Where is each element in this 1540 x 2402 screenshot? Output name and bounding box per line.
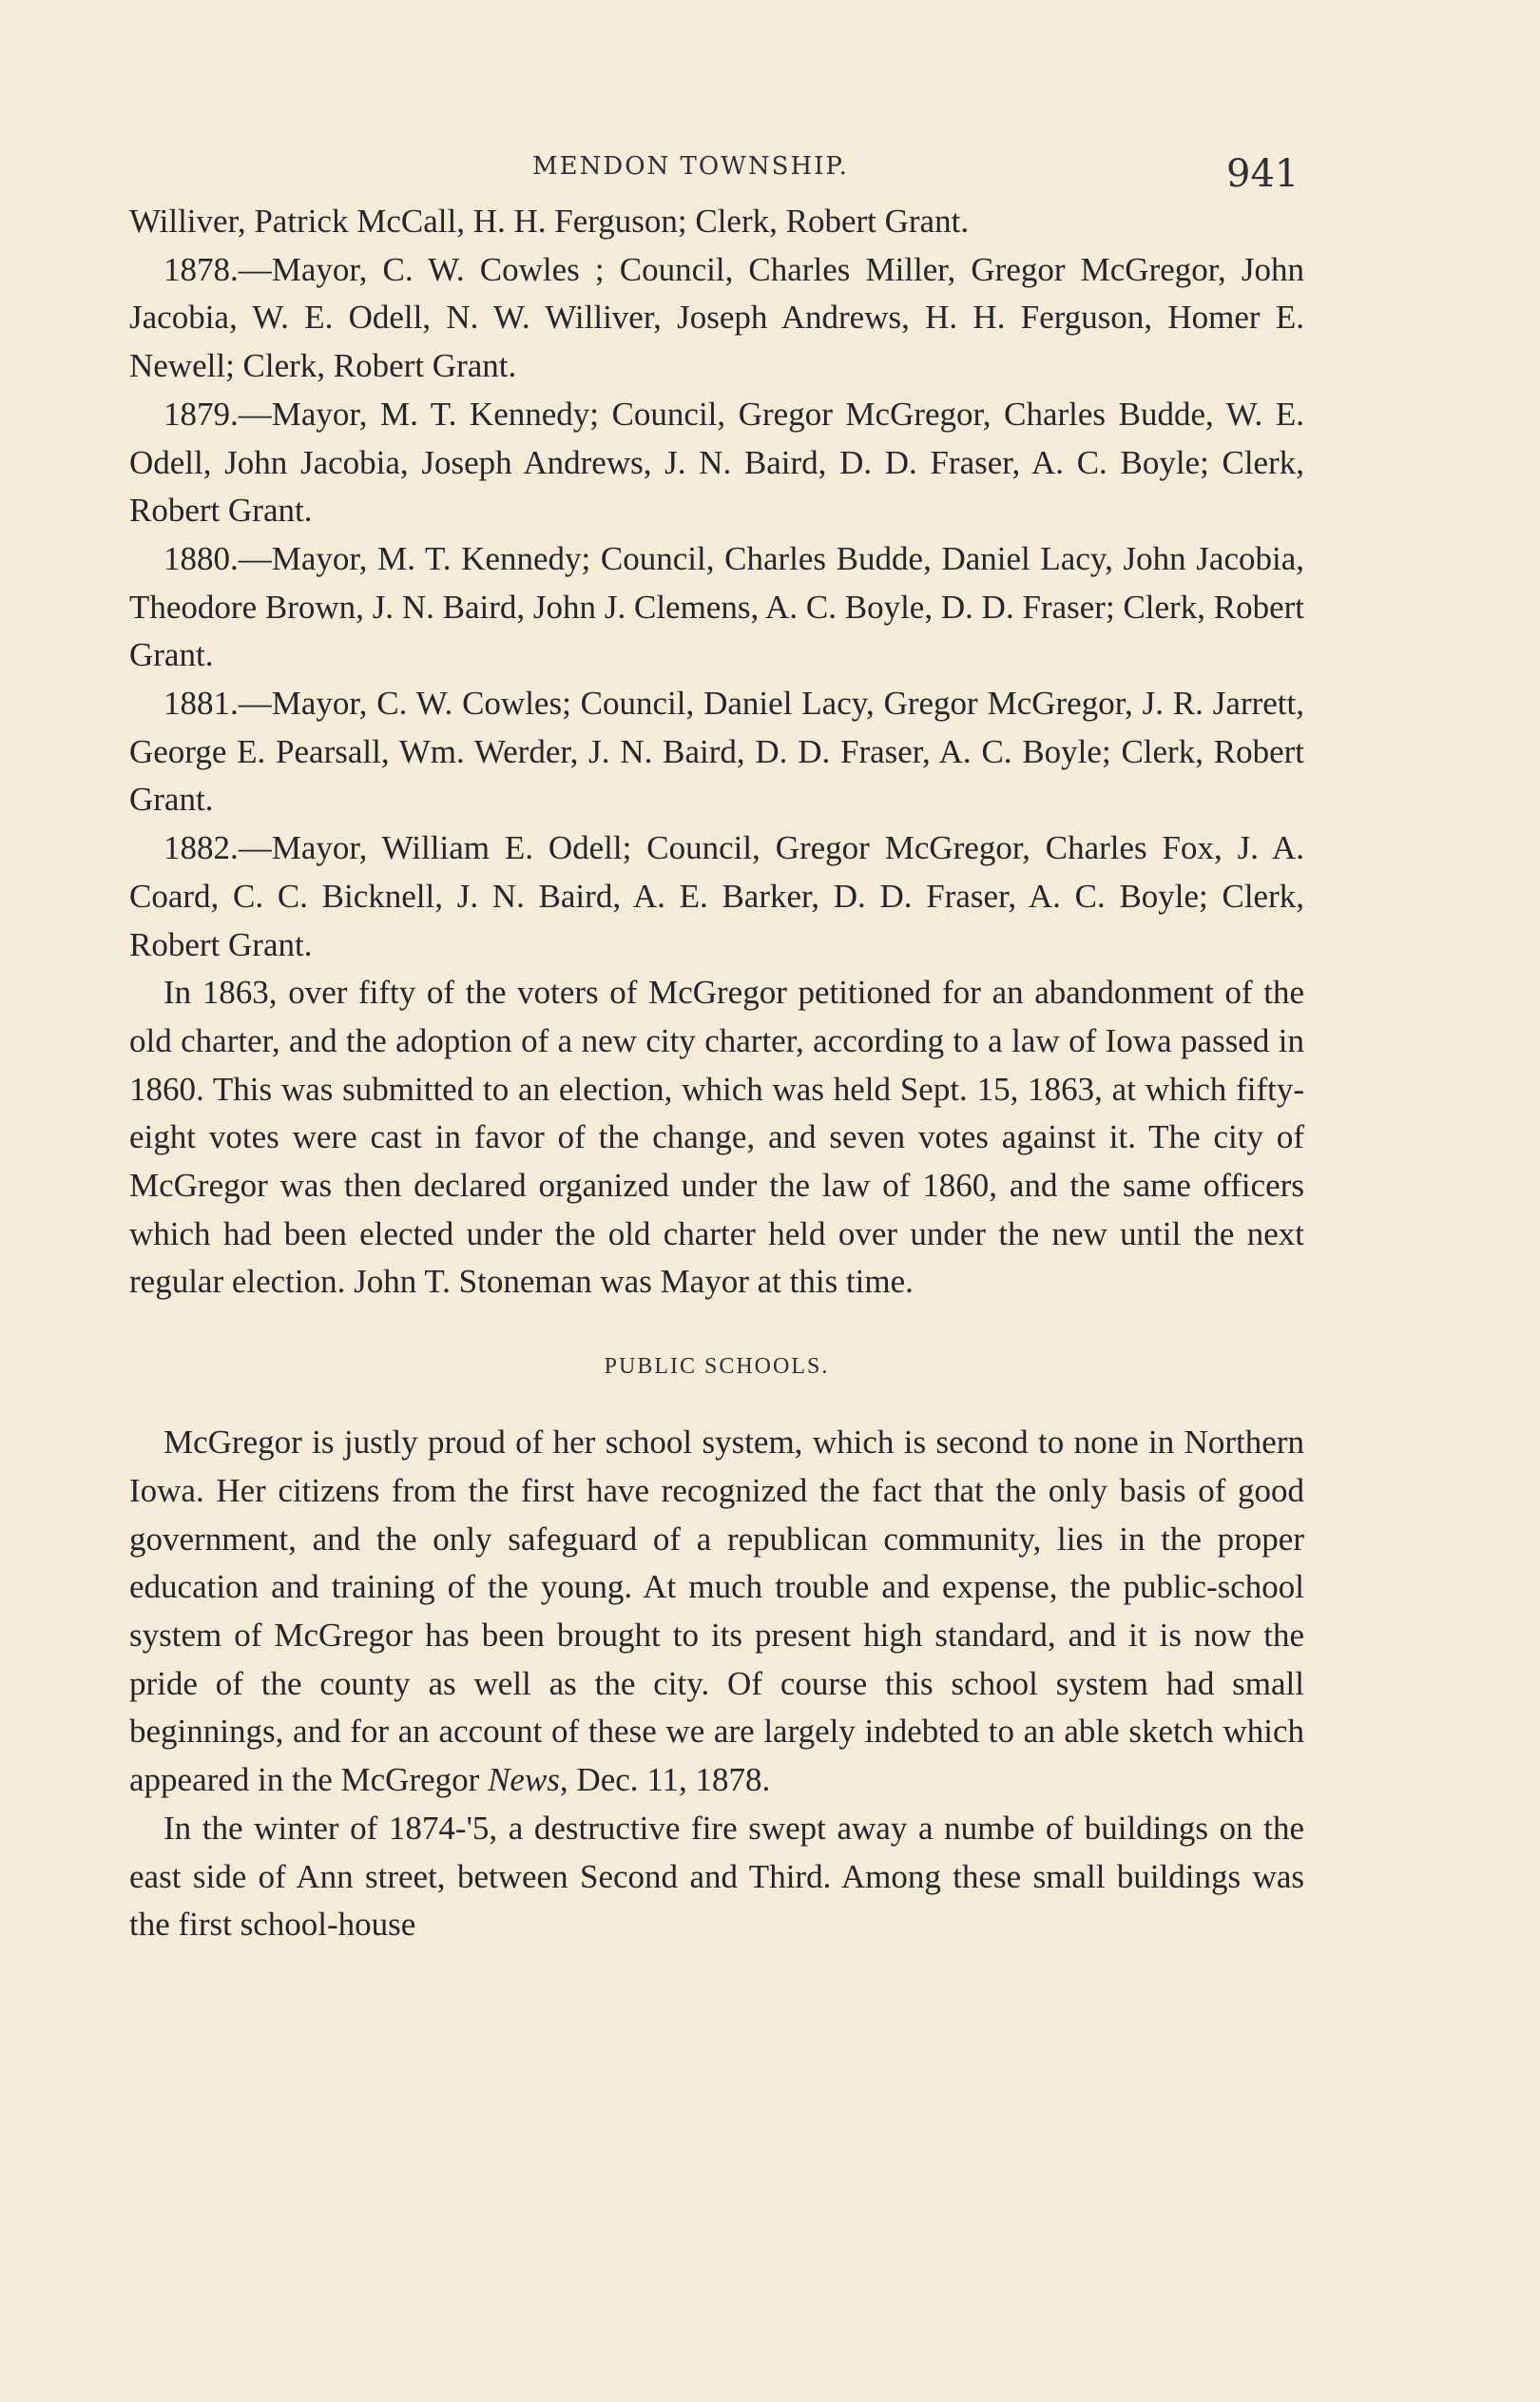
school-system-date: , Dec. 11, 1878.: [559, 1761, 771, 1799]
paragraph-city-charter: In 1863, over fifty of the voters of McGregor petitioned for an abandonment of the old charter, and the adoption of a new city charter, according to a law of Iowa passed in 1860. This was submitted to an election, which was held Sept. 15, 1863, at which fifty-eight votes were cast in favor of the change, and seven votes against it. The city of McGregor was then declared organized under the law of 1860, and the same officers which had been elected under the old charter held over under the new until the next regular election. John T. Stoneman was Mayor at this time.: [129, 974, 1304, 1301]
school-system-text: McGregor is justly proud of her school system, which is second to none in Northern Iowa. Her citizens from the first have recognized the fact that the only basis of good government, and the only safeguard of a republican community, lies in the proper education and training of the young. At much trouble and expense, the public-school system of McGregor has been brought to its present high standard, and it is now the pride of the county as well as the city. Of course this school system had small beginnings, and for an account of these we are largely indebted to an able sketch which appeared in the McGregor: [129, 1424, 1304, 1799]
page-number: 941: [1226, 152, 1299, 196]
body-text: [129, 198, 1304, 1949]
section-heading: PUBLIC SCHOOLS.: [604, 1354, 830, 1380]
paragraph-1879: 1879.—Mayor, M. T. Kennedy; Council, Gregor McGregor, Charles Budde, W. E. Odell, John Jacobia, Joseph Andrews, J. N. Baird, D. D. Fraser, A. C. Boyle; Clerk, Robert Grant.: [129, 395, 1304, 530]
paragraph-1878: 1878.—Mayor, C. W. Cowles ; Council, Charles Miller, Gregor McGregor, John Jacobia, W. E. Odell, N. W. Williver, Joseph Andrews, H. H. Ferguson, Homer E. Newell; Clerk, Robert Grant.: [129, 250, 1304, 385]
running-head: MENDON TOWNSHIP.: [532, 152, 849, 181]
paragraph-continued-list: Williver, Patrick McCall, H. H. Ferguson; Clerk, Robert Grant.: [129, 203, 970, 240]
paragraph-1881: 1881.—Mayor, C. W. Cowles; Council, Daniel Lacy, Gregor McGregor, J. R. Jarrett, George E. Pearsall, Wm. Werder, J. N. Baird, D. D. Fraser, A. C. Boyle; Clerk, Robert Grant.: [129, 685, 1304, 819]
paragraph-fire: In the winter of 1874-'5, a destructive fire swept away a numbe of buildings on the east side of Ann street, between Second and Third. Among these small buildings was the first school-house: [129, 1809, 1304, 1944]
paragraph-1880: 1880.—Mayor, M. T. Kennedy; Council, Charles Budde, Daniel Lacy, John Jacobia, Theodore Brown, J. N. Baird, John J. Clemens, A. C. Boyle, D. D. Fraser; Clerk, Robert Grant.: [129, 539, 1304, 674]
paragraph-school-system: [129, 1419, 1304, 1805]
newspaper-title: News: [488, 1761, 560, 1799]
paragraph-1882: 1882.—Mayor, William E. Odell; Council, Gregor McGregor, Charles Fox, J. A. Coard, C. C. Bicknell, J. N. Baird, A. E. Barker, D. D. Fraser, A. C. Boyle; Clerk, Robert Grant.: [129, 829, 1304, 963]
